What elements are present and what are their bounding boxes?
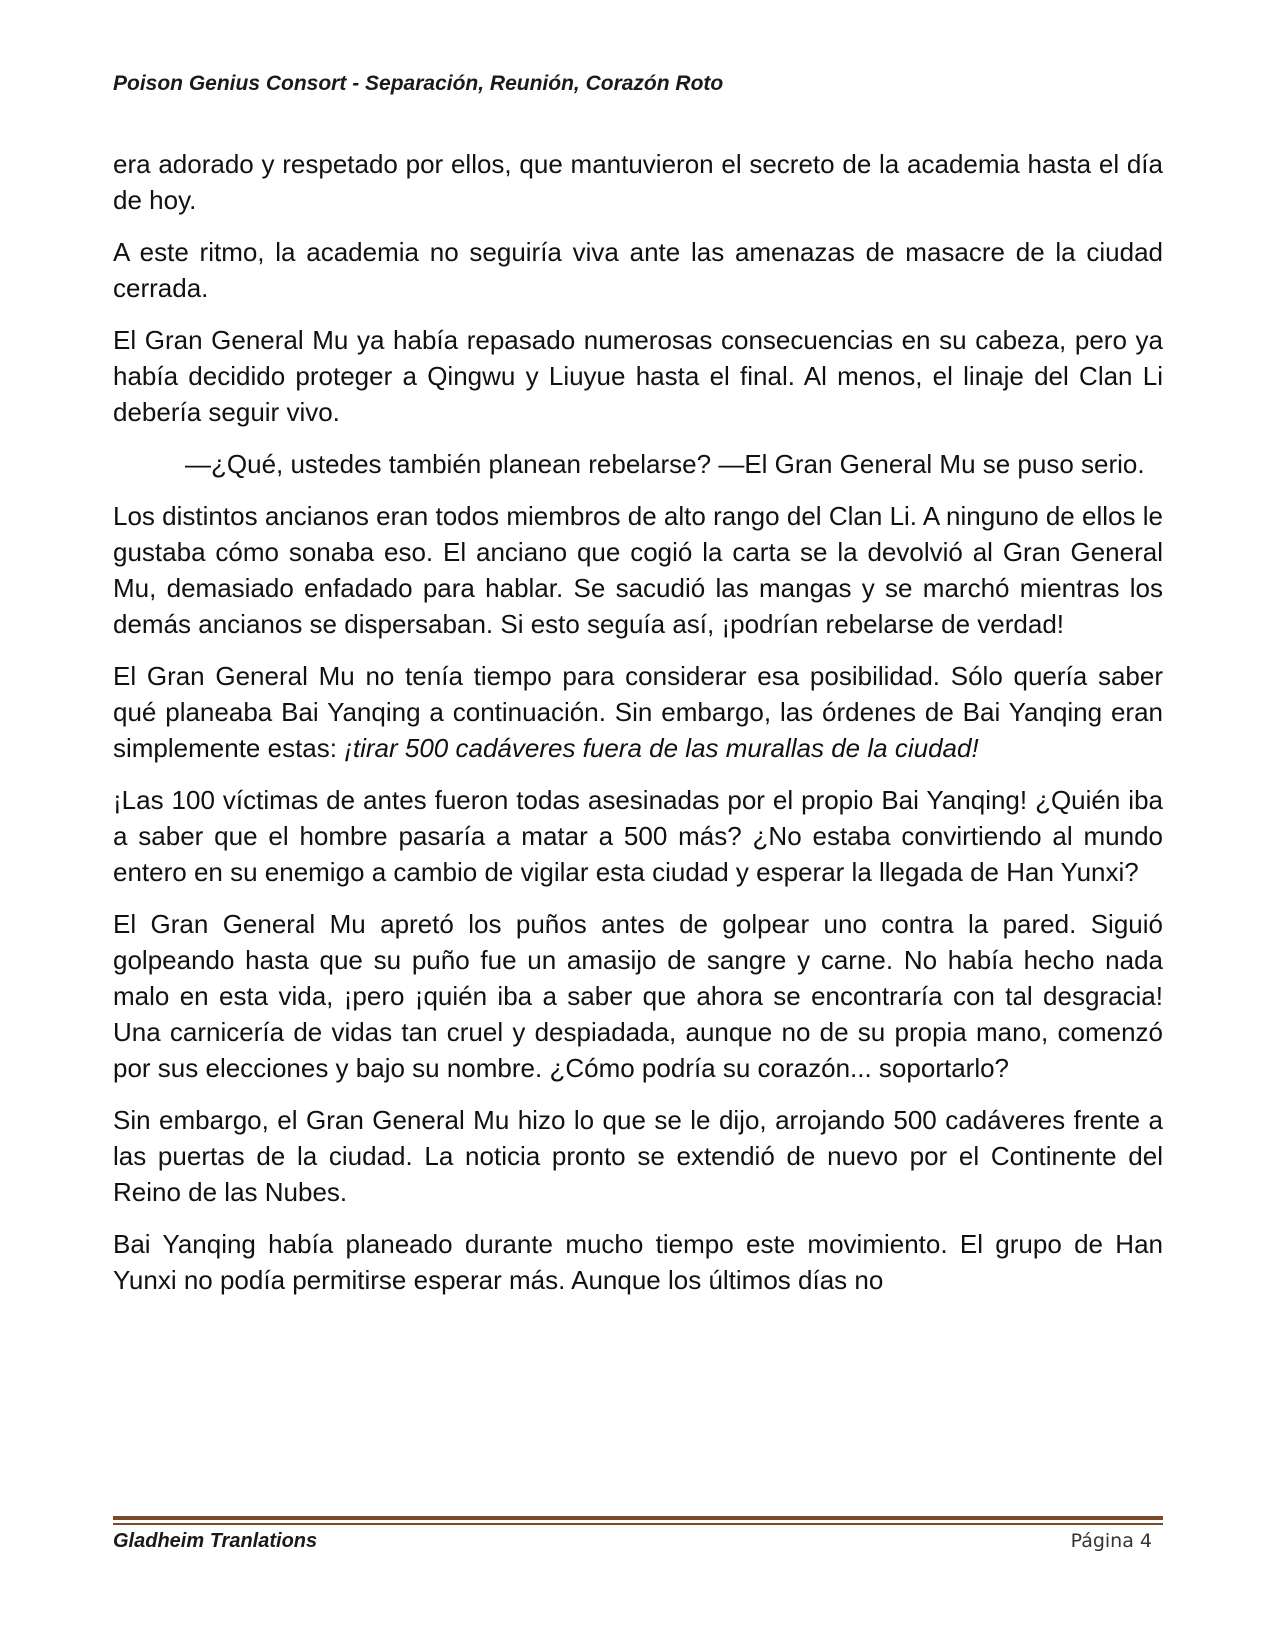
footer-divider-thick <box>113 1516 1163 1520</box>
page-header <box>113 72 1163 96</box>
paragraph: El Gran General Mu ya había repasado numerosas consecuencias en su cabeza, pero ya había decidido proteger a Qingwu y Liuyue hasta el final. Al menos, el linaje del Clan Li debería seguir vivo. <box>113 325 1163 427</box>
header-separator: - <box>346 72 366 95</box>
page-number: Página 4 <box>1070 1530 1152 1552</box>
body-text <box>113 146 1163 1314</box>
paragraph-text: El Gran General Mu no tenía tiempo para considerar esa posibilidad. Sólo quería saber qué planeaba Bai Yanqing a continuación. Sin embargo, las órdenes de Bai Yanqing eran simplemente estas: <box>113 661 1163 763</box>
series-title: Poison Genius Consort <box>113 72 347 95</box>
dialogue-paragraph: —¿Qué, ustedes también planean rebelarse? —El Gran General Mu se puso serio. <box>185 449 1145 479</box>
paragraph: era adorado y respetado por ellos, que mantuvieron el secreto de la academia hasta el día de hoy. <box>113 149 1163 215</box>
paragraph-with-emphasis <box>113 658 1163 766</box>
emphasized-text: ¡tirar 500 cadáveres fuera de las murallas de la ciudad! <box>344 733 979 763</box>
paragraph: A este ritmo, la academia no seguiría viva ante las amenazas de masacre de la ciudad cerrada. <box>113 237 1163 303</box>
paragraph: Sin embargo, el Gran General Mu hizo lo que se le dijo, arrojando 500 cadáveres frente a las puertas de la ciudad. La noticia pronto se extendió de nuevo por el Continente del Reino de las Nubes. <box>113 1105 1163 1207</box>
footer-divider-thin <box>113 1523 1163 1525</box>
paragraph: ¡Las 100 víctimas de antes fueron todas asesinadas por el propio Bai Yanqing! ¿Quién iba a saber que el hombre pasaría a matar a 500 más? ¿No estaba convirtiendo al mundo entero en su enemigo a cambio de vigilar esta ciudad y esperar la llegada de Han Yunxi? <box>113 785 1163 887</box>
footer-divider <box>113 1516 1163 1525</box>
footer-publisher: Gladheim Tranlations <box>113 1530 318 1552</box>
paragraph: Los distintos ancianos eran todos miembros de alto rango del Clan Li. A ninguno de ellos le gustaba cómo sonaba eso. El anciano que cogió la carta se la devolvió al Gran General Mu, demasiado enfadado para hablar. Se sacudió las mangas y se marchó mientras los demás ancianos se dispersaban. Si esto seguía así, ¡podrían rebelarse de verdad! <box>113 501 1163 639</box>
paragraph: El Gran General Mu apretó los puños antes de golpear uno contra la pared. Siguió golpeando hasta que su puño fue un amasijo de sangre y carne. No había hecho nada malo en esta vida, ¡pero ¡quién iba a saber que ahora se encontraría con tal desgracia! Una carnicería de vidas tan cruel y despiadada, aunque no de su propia mano, comenzó por sus elecciones y bajo su nombre. ¿Cómo podría su corazón... soportarlo? <box>113 909 1163 1083</box>
chapter-title: Separación, Reunión, Corazón Roto <box>365 72 724 95</box>
paragraph: Bai Yanqing había planeado durante mucho tiempo este movimiento. El grupo de Han Yunxi no podía permitirse esperar más. Aunque los últimos días no <box>113 1229 1163 1295</box>
